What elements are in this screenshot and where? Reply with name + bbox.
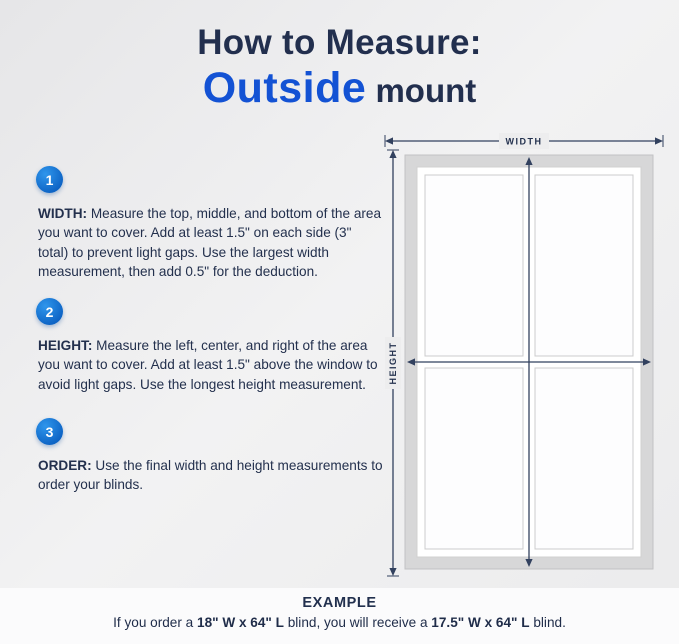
window-pane-bottom-right — [535, 368, 633, 549]
step-3-body: Use the final width and height measurements to order your blinds. — [38, 458, 383, 493]
window-diagram — [383, 131, 665, 588]
window-pane-bottom-left — [425, 368, 523, 549]
step-1-label: WIDTH: — [38, 206, 88, 221]
example-middle: blind, you will receive a — [283, 615, 432, 630]
step-3 — [36, 418, 384, 495]
example-bold-2: 17.5" W x 64" L — [431, 615, 530, 630]
example-bold-1: 18" W x 64" L — [197, 615, 284, 630]
window-pane-top-right — [535, 175, 633, 356]
title-accent: Outside — [202, 63, 367, 112]
step-1 — [36, 166, 384, 281]
step-2-text — [38, 336, 384, 394]
window-pane-top-left — [425, 175, 523, 356]
width-label: WIDTH — [505, 136, 543, 147]
height-label: HEIGHT — [388, 341, 398, 385]
step-1-badge: 1 — [36, 166, 63, 193]
example-section — [0, 588, 679, 644]
step-1-text — [38, 204, 384, 281]
example-heading: EXAMPLE — [302, 595, 377, 611]
step-3-text — [38, 456, 384, 495]
example-suffix: blind. — [529, 615, 566, 630]
steps-list — [36, 166, 384, 512]
step-3-label: ORDER: — [38, 458, 92, 474]
example-prefix: If you order a — [113, 615, 198, 630]
title-line-2 — [0, 65, 679, 112]
title-line-1: How to Measure: — [197, 23, 482, 62]
step-3-badge: 3 — [36, 418, 63, 445]
page-title — [0, 24, 679, 112]
title-suffix: mount — [366, 71, 477, 109]
step-2-badge: 2 — [36, 298, 63, 325]
window-diagram-svg — [383, 131, 665, 583]
step-1-body: Measure the top, middle, and bottom of the area you want to cover. Add at least 1.5" on each side (3" total) to prevent light gaps. Use the largest width measurement, then add 0.5" for the deduction. — [38, 206, 382, 279]
step-2-body: Measure the left, center, and right of the area you want to cover. Add at least 1.5" above the window to avoid light gaps. Use the longest height measurement. — [38, 338, 378, 392]
step-2-label: HEIGHT: — [38, 338, 93, 354]
step-2 — [36, 298, 384, 394]
example-text — [0, 615, 679, 630]
